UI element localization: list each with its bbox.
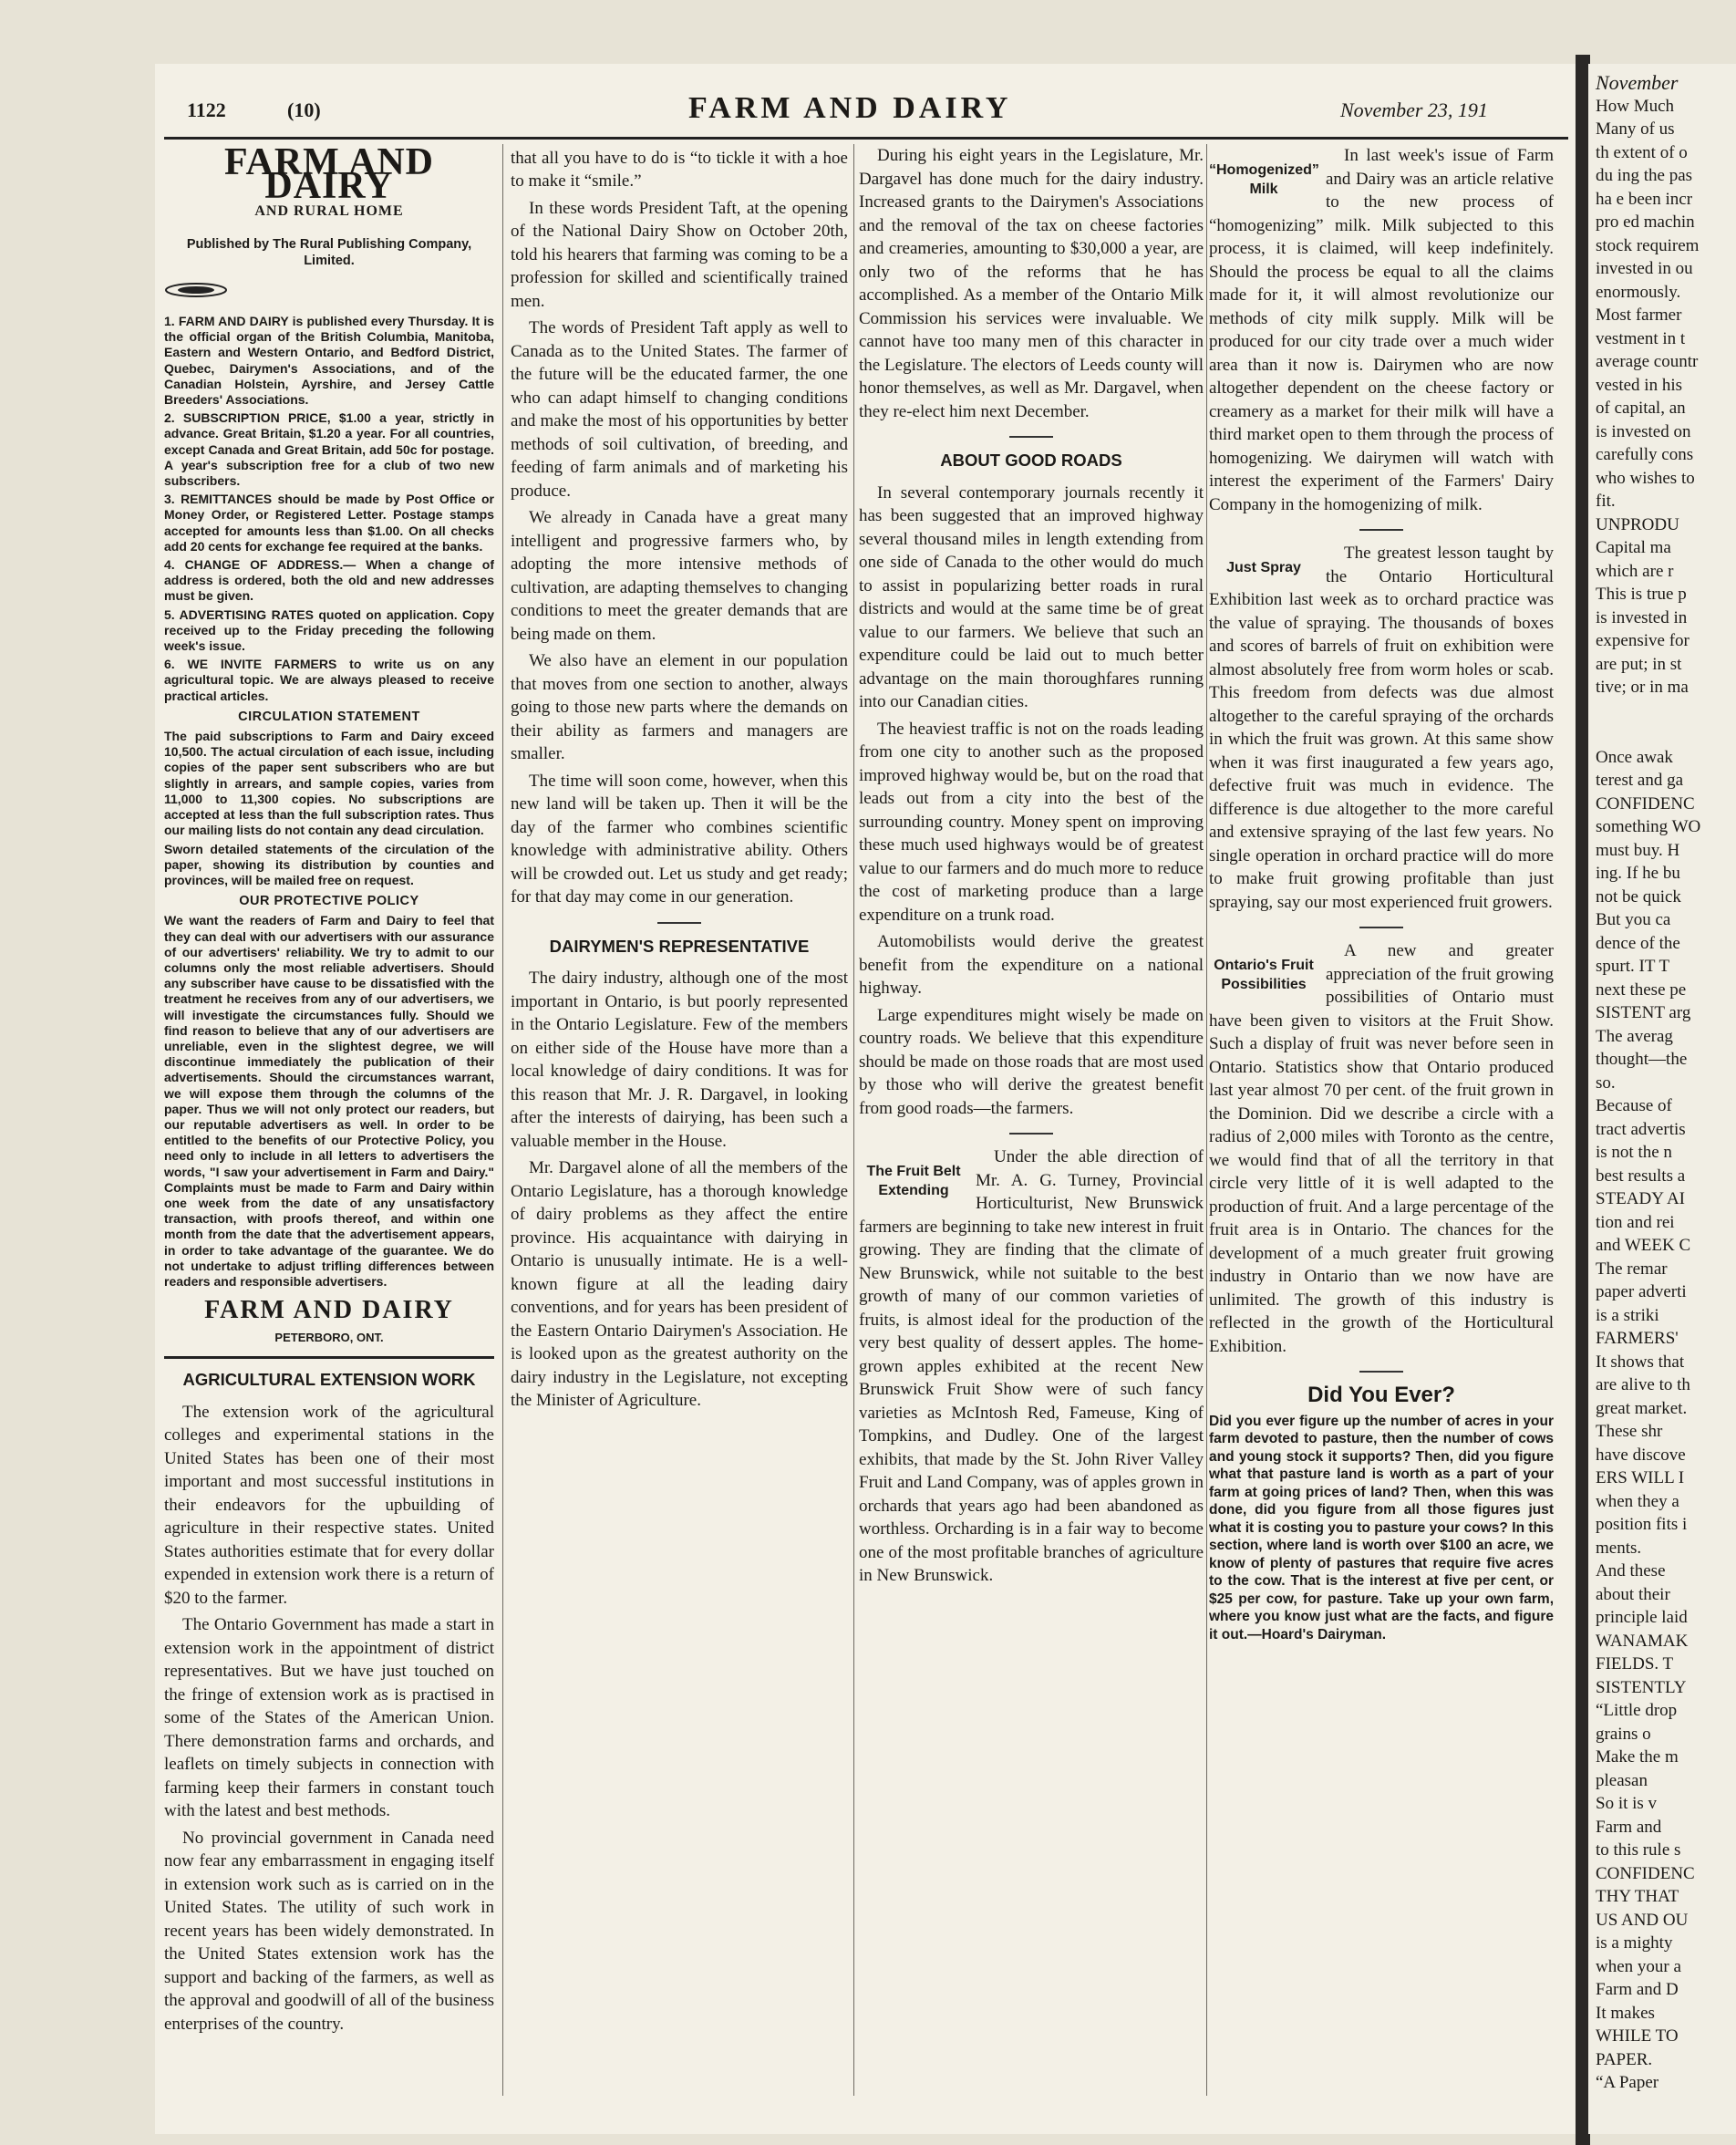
running-title: FARM AND DAIRY bbox=[688, 91, 1012, 125]
fruitbelt-paragraph: Under the able direction of Mr. A. G. Turney, Provincial Horticulturist, New Brunswick farmers are beginning to take new interest in fruit growing. They are finding that the climate of New Brunswick, while not suitable to the best growth of many of our common varieties of fruits, is almost ideal for the production of the very best quality of dessert apples. The home-grown apples exhibited at the recent New Brunswick Fruit Show were of such fancy varieties as McIntosh Red, Fameuse, King of Tompkins, and Dudley. One of the largest exhibits, that made by the St. John River Valley Fruit and Land Company, was of apples grown in orchards that years ago had been abandoned as worthless. Orcharding is in a fair way to become one of the most profitable branches of agriculture in New Brunswick. bbox=[859, 1147, 1204, 1585]
adjacent-page-line: ha e been incr bbox=[1596, 189, 1693, 209]
adjacent-page-line bbox=[1596, 699, 1736, 723]
column-rule bbox=[502, 144, 503, 2096]
column-rule bbox=[853, 144, 854, 2096]
adjacent-page-line: thought—the bbox=[1596, 1050, 1688, 1069]
adjacent-page-line: tive; or in ma bbox=[1596, 678, 1689, 697]
adjacent-page-line: are alive to th bbox=[1596, 1375, 1690, 1394]
adjacent-page-line: have discove bbox=[1596, 1445, 1686, 1465]
adjacent-page-line: paper adverti bbox=[1596, 1282, 1687, 1301]
adjacent-page-line: of capital, an bbox=[1596, 399, 1686, 418]
adjacent-page-line: Farm and bbox=[1596, 1817, 1662, 1837]
adjacent-page-line: when they a bbox=[1596, 1491, 1679, 1511]
adjacent-page-line: to this rule s bbox=[1596, 1840, 1681, 1860]
dairymen-paragraph: During his eight years in the Legislature, Mr. Dargavel has done much for the dairy industry. Increased grants to the Dairymen's Associations and the removal of the tax on cheese factories and creameries, amounting to $30,000 a year, are only two of the reforms that he has accomplished. As a member of the Ontario Milk Commission his services were invaluable. We cannot have too many men of this character in the Legislature. The electors of Leeds county will honor themselves, as well as Mr. Dargavel, when they re-elect him next December. bbox=[859, 146, 1204, 421]
masthead-title: FARM AND DAIRY bbox=[223, 144, 435, 207]
adjacent-page-line: is not the n bbox=[1596, 1143, 1672, 1162]
adjacent-page-line: carefully cons bbox=[1596, 445, 1694, 464]
adjacent-page-line: expensive for bbox=[1596, 631, 1690, 650]
did-you-ever-paragraph: Did you ever figure up the number of acres in your farm devoted to pasture, then the number of cows and young stock it supports? Then, did you figure what that pasture land is worth as a part of your farm at going prices of land? Then, when this was done, did you figure from all those figures just what it is costing you to pasture your cows? In this section, where land is worth over $100 an acre, we know of plenty of pastures that require five acres to the cow. That is the interest at five per cent, or $25 per cow, for pasture. Take up your own farm, where you know just what are the facts, and figure it out.—Hoard's Dairyman. bbox=[1209, 1413, 1554, 1642]
ornament-icon bbox=[164, 282, 228, 298]
page-section-number: (10) bbox=[287, 98, 321, 121]
adjacent-page-line: Farm and D bbox=[1596, 1980, 1679, 1999]
adjacent-page-line: These shr bbox=[1596, 1422, 1663, 1441]
adjacent-header: November bbox=[1596, 71, 1679, 94]
adjacent-page-line: CONFIDENC bbox=[1596, 1863, 1695, 1883]
adjacent-page-line: is invested on bbox=[1596, 421, 1691, 441]
circulation-text: The paid subscriptions to Farm and Dairy exceed 10,500. The actual circulation of each issue, including copies of the paper sent subscribers who are but slightly in arrears, and sample copies, varies from 11,000 to 11,300 copies. No subscriptions are accepted at less than the full subscription rates. Thus our mailing lists do not contain any dead circulation. bbox=[164, 729, 494, 838]
column-2 bbox=[511, 144, 848, 2105]
adjacent-page-line: Many of us bbox=[1596, 119, 1675, 139]
section-rule bbox=[164, 1356, 494, 1359]
masthead-subtitle: AND RURAL HOME bbox=[254, 203, 404, 219]
adjacent-page-line: “A Paper bbox=[1596, 2073, 1659, 2092]
tendencies-quote: that all you have to do is “to tickle it with a hoe to make it “smile.” bbox=[511, 148, 848, 191]
note-item: 3. REMITTANCES should be made by Post Office or Money Order, or Registered Letter. Postage stamps accepted for amounts less than $1.00. On all checks add 20 cents for exchange fee required at the banks. bbox=[164, 492, 494, 554]
adjacent-page-line: pleasan bbox=[1596, 1770, 1648, 1790]
adjacent-page-line: Most farmer bbox=[1596, 306, 1682, 325]
adjacent-page-line: But you ca bbox=[1596, 910, 1671, 929]
page-number: 1122 bbox=[187, 98, 226, 121]
homogenized-paragraph: In last week's issue of Farm and Dairy was an article relative to the new process of “homogenizing” milk. Milk subjected to this process, it is claimed, will keep indefinitely. Should the process be equal to all the claims made for it, it will almost revolutionize our methods of city milk supply. Milk will be produced for our city trade over a much wider area than it now is. Dairymen who are now altogether dependent on the cheese factory or creamery as a market for their milk will have a third market open to them through the process of homogenizing. We dairymen will watch with interest the experiment of the Farmers' Dairy Company in the homogenizing of milk. bbox=[1209, 146, 1554, 514]
adjacent-page-line: CONFIDENC bbox=[1596, 793, 1695, 813]
adjacent-page-line: spurt. IT T bbox=[1596, 957, 1670, 976]
adjacent-page-line: And these bbox=[1596, 1561, 1666, 1580]
ontario-fruit-paragraph: A new and greater appreciation of the fruit growing possibilities of Ontario must have been given to visitors at the Fruit Show. Such a display of fruit was never before seen in Ontario. Statistics show that Ontario produced last year almost 70 per cent. of the fruit grown in the Dominion. Did we describe a circle with a radius of 2,000 miles with Toronto as the centre, we would find that of all the territory in that circle very little of it is well adapted to the production of fruit. And a large percentage of the fruit area is in Ontario. The chances for the development of a much greater fruit growing industry in Ontario than we now have are unlimited. The growth of this industry is reflected in the growth of the Horticultural Exhibition. bbox=[1209, 941, 1554, 1356]
note-item: 5. ADVERTISING RATES quoted on application. Copy received up to the Friday preceding the following week's issue. bbox=[164, 606, 494, 654]
adjacent-page-line: and WEEK C bbox=[1596, 1236, 1691, 1255]
adjacent-page-line bbox=[1596, 722, 1736, 746]
footer-place: PETERBORO, ONT. bbox=[274, 1330, 384, 1344]
adjacent-page-line: Capital ma bbox=[1596, 538, 1671, 557]
tendencies-paragraph: We also have an element in our population that moves from one section to another, always going to those new parts where the demands on their ability as farmers and managers are smaller. bbox=[511, 651, 848, 763]
roads-heading: ABOUT GOOD ROADS bbox=[940, 451, 1122, 470]
spray-sidehead: Just Spray bbox=[1226, 560, 1301, 575]
adjacent-page-line: something WO bbox=[1596, 817, 1701, 836]
adjacent-page-text bbox=[1588, 64, 1736, 2095]
adjacent-page-line: How Much bbox=[1596, 96, 1675, 116]
column-3 bbox=[859, 144, 1204, 2105]
adjacent-page-line: dence of the bbox=[1596, 933, 1680, 953]
adjacent-page-line: This is true p bbox=[1596, 585, 1687, 604]
note-item: 6. WE INVITE FARMERS to write us on any agricultural topic. We are always pleased to receive practical articles. bbox=[164, 657, 494, 703]
ag-ext-paragraph: No provincial government in Canada need now fear any embarrassment in engaging itself in extension work such as is carried on in the United States. The utility of such work in recent years has been widely demonstrated. In the United States extension work has the support and backing of the farmers, as well as the approval and goodwill of all of the business enterprises of the country. bbox=[164, 1828, 494, 2034]
homogenized-sidehead: “Homogenized” Milk bbox=[1209, 162, 1319, 197]
adjacent-page-line: The remar bbox=[1596, 1259, 1668, 1279]
adjacent-page-line: STEADY AI bbox=[1596, 1189, 1685, 1208]
adjacent-page-line: which are r bbox=[1596, 561, 1674, 581]
ag-ext-paragraph: The Ontario Government has made a start in extension work in the appointment of district representatives. But we have just touched on the fringe of extension work as is practised in some of the States of the American Union. There demonstration farms and orchards, and leaflets on timely subjects in connection with farming keep their farmers in constant touch with the latest and best methods. bbox=[164, 1615, 494, 1821]
dairymen-paragraph: Mr. Dargavel alone of all the members of the Ontario Legislature, has a thorough knowledge of dairy problems as they affect the entire province. His acquaintance with dairying in Ontario is unusually intimate. He is a well-known figure at all the leading dairy conventions, and for years has been president of the Eastern Ontario Dairymen's Association. He is looked upon as the greatest authority on the dairy industry in the Legislature, not excepting the Minister of Agriculture. bbox=[511, 1158, 848, 1410]
policy-heading: OUR PROTECTIVE POLICY bbox=[239, 894, 419, 909]
column-rule bbox=[1206, 144, 1207, 2096]
adjacent-page-line: principle laid bbox=[1596, 1608, 1688, 1627]
adjacent-page-line: US AND OU bbox=[1596, 1910, 1689, 1930]
adjacent-page-line: must buy. H bbox=[1596, 840, 1680, 860]
adjacent-page-line: vested in his bbox=[1596, 375, 1682, 395]
did-you-ever-box bbox=[1209, 1413, 1554, 1644]
adjacent-page-line: great market. bbox=[1596, 1398, 1688, 1418]
adjacent-page-line: best results a bbox=[1596, 1166, 1686, 1186]
spray-paragraph: The greatest lesson taught by the Ontario Horticultural Exhibition last week as to orchard practice was the value of spraying. The thousands of boxes and scores of barrels of fruit on exhibition were almost absolutely free from worm holes or scab. This freedom from defects was due almost altogether to the careful spraying of the orchards in which the fruit was grown. At this same show when it was first inaugurated a few years ago, defective fruit was much in evidence. The difference is due altogether to the more careful and extensive spraying of the last few years. No single operation in orchard practice will do more to make fruit growing profitable than just spraying, say our most experienced fruit growers. bbox=[1209, 544, 1554, 912]
roads-paragraph: The heaviest traffic is not on the roads leading from one city to another such as the proposed improved highway would be, but on the road that leads out from a city into the best of the surrounding country. Money spent on improving these much used highways would be of greatest value to our farmers and do much more to reduce the cost of marketing produce than a large expenditure on a trunk road. bbox=[859, 719, 1204, 925]
issue-date: November 23, 191 bbox=[1340, 98, 1488, 121]
note-item: 1. FARM AND DAIRY is published every Thursday. It is the official organ of the British Columbia, Manitoba, Eastern and Western Ontario, and Bedford District, Quebec, Dairymen's Associations, and of the Canadian Holstein, Ayrshire, and Jersey Cattle Breeders' Associations. bbox=[164, 314, 494, 408]
adjacent-page-line: UNPRODU bbox=[1596, 514, 1679, 534]
adjacent-page-line: who wishes to bbox=[1596, 468, 1695, 488]
divider bbox=[1359, 529, 1403, 531]
did-you-ever-heading: Did You Ever? bbox=[1307, 1383, 1455, 1407]
adjacent-page-line: SISTENTLY bbox=[1596, 1677, 1687, 1697]
adjacent-page-line: invested in ou bbox=[1596, 259, 1693, 278]
ag-ext-paragraph: The extension work of the agricultural colleges and experimental stations in the United States has been one of their most important and most successful institutions in their endeavors for the upbuilding of agriculture in their respective states. United States authorities estimate that for every dollar expended in extension work there is a return of $20 to the farmer. bbox=[164, 1402, 494, 1608]
divider bbox=[1009, 1133, 1053, 1135]
adjacent-page-line: ing. If he bu bbox=[1596, 864, 1680, 883]
adjacent-page-line: THY THAT bbox=[1596, 1887, 1679, 1906]
dairymen-heading: DAIRYMEN'S REPRESENTATIVE bbox=[549, 936, 810, 956]
tendencies-paragraph: The time will soon come, however, when this new land will be taken up. Then it will be the day of the farmer who combines scientific knowledge with administrative ability. Others will be crowded out. Let us study and get ready; for that day may come in our generation. bbox=[511, 771, 848, 907]
adjacent-page-line: grains o bbox=[1596, 1724, 1651, 1744]
adjacent-page-line: PAPER. bbox=[1596, 2049, 1653, 2069]
adjacent-page-line: ERS WILL I bbox=[1596, 1468, 1685, 1487]
adjacent-page-line: not be quick bbox=[1596, 886, 1681, 907]
adjacent-page-line: average countr bbox=[1596, 352, 1699, 371]
note-item: 4. CHANGE OF ADDRESS.— When a change of address is ordered, both the old and new addresses must be given. bbox=[164, 557, 494, 604]
adjacent-page-line: tract advertis bbox=[1596, 1119, 1686, 1139]
adjacent-page-line: So it is v bbox=[1596, 1794, 1658, 1813]
adjacent-page-line: It shows that bbox=[1596, 1352, 1685, 1372]
adjacent-page-line: enormously. bbox=[1596, 282, 1681, 302]
roads-paragraph: Large expenditures might wisely be made on country roads. We believe that this expenditure should be made on those roads that are most used by those who will derive the greatest benefit from good roads—the farmers. bbox=[859, 1005, 1204, 1118]
publisher-line: Published by The Rural Publishing Company, Limited. bbox=[186, 236, 472, 268]
column-4 bbox=[1209, 144, 1554, 2105]
adjacent-page-line: next these pe bbox=[1596, 979, 1687, 1000]
note-item: 2. SUBSCRIPTION PRICE, $1.00 a year, strictly in advance. Great Britain, $1.20 a year. For all countries, except Canada and Great Britain, add 50c for postage. A year's subscription free for a club of two new subscribers. bbox=[164, 410, 494, 489]
adjacent-page-line: WHILE TO bbox=[1596, 2026, 1679, 2046]
adjacent-page-line: about their bbox=[1596, 1584, 1670, 1604]
divider bbox=[1009, 436, 1053, 438]
running-header bbox=[187, 91, 1545, 128]
adjacent-page-line: is invested in bbox=[1596, 607, 1688, 627]
adjacent-page-line: is a mighty bbox=[1596, 1933, 1673, 1953]
circulation-heading: CIRCULATION STATEMENT bbox=[238, 709, 420, 724]
adjacent-page-line: when your a bbox=[1596, 1956, 1681, 1976]
adjacent-page-line: stock requirem bbox=[1596, 235, 1700, 255]
adjacent-page-line: The averag bbox=[1596, 1026, 1673, 1046]
adjacent-page-line: FIELDS. T bbox=[1596, 1654, 1674, 1674]
adjacent-page-line: Because of bbox=[1596, 1096, 1672, 1115]
adjacent-page-line: Make the m bbox=[1596, 1747, 1679, 1767]
divider bbox=[1359, 927, 1403, 928]
adjacent-page-line: FARMERS' bbox=[1596, 1329, 1679, 1348]
tendencies-paragraph: The words of President Taft apply as well to Canada as to the United States. The farmer of the future will be the educated farmer, the one who can adapt himself to changing conditions and make the most of his opportunities by better methods of soil cultivation, of breeding, and feeding of farm animals and of marketing his produce. bbox=[511, 318, 848, 501]
footer-title: FARM AND DAIRY bbox=[204, 1296, 454, 1325]
tendencies-paragraph: In these words President Taft, at the opening of the National Dairy Show on October 20th, told his hearers that farming was coming to be a profession for skilled and scientifically trained men. bbox=[511, 198, 848, 311]
adjacent-page-line: terest and ga bbox=[1596, 771, 1684, 790]
ontario-fruit-sidehead: Ontario's Fruit Possibilities bbox=[1214, 958, 1314, 992]
adjacent-page-line: ments. bbox=[1596, 1538, 1642, 1558]
header-rule bbox=[164, 137, 1568, 140]
adjacent-page bbox=[1588, 64, 1736, 2134]
adjacent-page-line: WANAMAK bbox=[1596, 1631, 1689, 1651]
column-1 bbox=[164, 144, 494, 2105]
divider bbox=[1359, 1371, 1403, 1373]
divider bbox=[657, 922, 701, 924]
roads-paragraph: In several contemporary journals recently it has been suggested that an improved highway several thousand miles in length extending from one side of Canada to the other would do much to assist in popularizing better roads in rural districts and would at the same time be of great value to our farmers. We believe that such an expenditure could be laid out to much better advantage on the main thoroughfares running into our Canadian cities. bbox=[859, 482, 1204, 711]
tendencies-paragraph: We already in Canada have a great many intelligent and progressive farmers who, by adopting the more intensive methods of cultivation, are adapting themselves to changing conditions to meet the greater demands that are being made on them. bbox=[511, 508, 848, 644]
fruitbelt-sidehead: The Fruit Belt Extending bbox=[866, 1164, 961, 1198]
adjacent-page-line: position fits i bbox=[1596, 1515, 1688, 1534]
adjacent-page-line: pro ed machin bbox=[1596, 212, 1695, 232]
adjacent-page-line: th extent of o bbox=[1596, 142, 1688, 162]
adjacent-page-line: “Little drop bbox=[1596, 1701, 1678, 1720]
dairymen-paragraph: The dairy industry, although one of the most important in Ontario, is but poorly represented in the Ontario Legislature. Few of the members on either side of the House have more than a local knowledge of dairy conditions. It was for this reason that Mr. J. R. Dargavel, in looking after the interests of dairying, has been such a valuable member in the House. bbox=[511, 969, 848, 1151]
adjacent-page-line: vestment in t bbox=[1596, 328, 1686, 348]
adjacent-page-line: so. bbox=[1596, 1072, 1616, 1093]
adjacent-page-line: are put; in st bbox=[1596, 654, 1682, 674]
adjacent-page-line: It makes bbox=[1596, 2003, 1655, 2023]
ag-ext-heading: AGRICULTURAL EXTENSION WORK bbox=[182, 1370, 476, 1390]
adjacent-page-line: Once awak bbox=[1596, 747, 1673, 767]
adjacent-page-line: tion and rei bbox=[1596, 1212, 1675, 1232]
policy-text: We want the readers of Farm and Dairy to feel that they can deal with our advertisers with our assurance of our advertisers' reliability. We try to admit to our columns only the most reliable advertisers. Should any subscriber have cause to be dissatisfied with the treatment he receives from any of our advertisers, we will investigate the circumstances fully. Should we find reason to believe that any of our advertisers are unreliable, even in the slightest degree, we will discontinue immediately the publication of their advertisements. Should the circumstances warrant, we will expose them through the columns of the paper. Thus we will not only protect our readers, but our reputable advertisers as well. In order to be entitled to the benefits of our Protective Policy, you need only to include in all letters to advertisers the words, "I saw your advertisement in Farm and Dairy." Complaints must be made to Farm and Dairy within one week from the date of any unsatisfactory transaction, with proofs thereof, and within one month from the date that the advertisement appears, in order to take advantage of the guarantee. We do not undertake to adjust trifling differences between readers and responsible advertisers. bbox=[164, 913, 494, 1289]
roads-paragraph: Automobilists would derive the greatest benefit from the expenditure on a national highway. bbox=[859, 932, 1204, 998]
circulation-text-2: Sworn detailed statements of the circulation of the paper, showing its distribution by counties and provinces, will be mailed free on request. bbox=[164, 841, 494, 887]
adjacent-page-line: SISTENT arg bbox=[1596, 1003, 1691, 1022]
publication-notes bbox=[164, 314, 494, 1290]
adjacent-page-line: is a striki bbox=[1596, 1305, 1659, 1325]
adjacent-page-line: fit. bbox=[1596, 492, 1616, 511]
adjacent-page-line: du ing the pas bbox=[1596, 166, 1693, 185]
